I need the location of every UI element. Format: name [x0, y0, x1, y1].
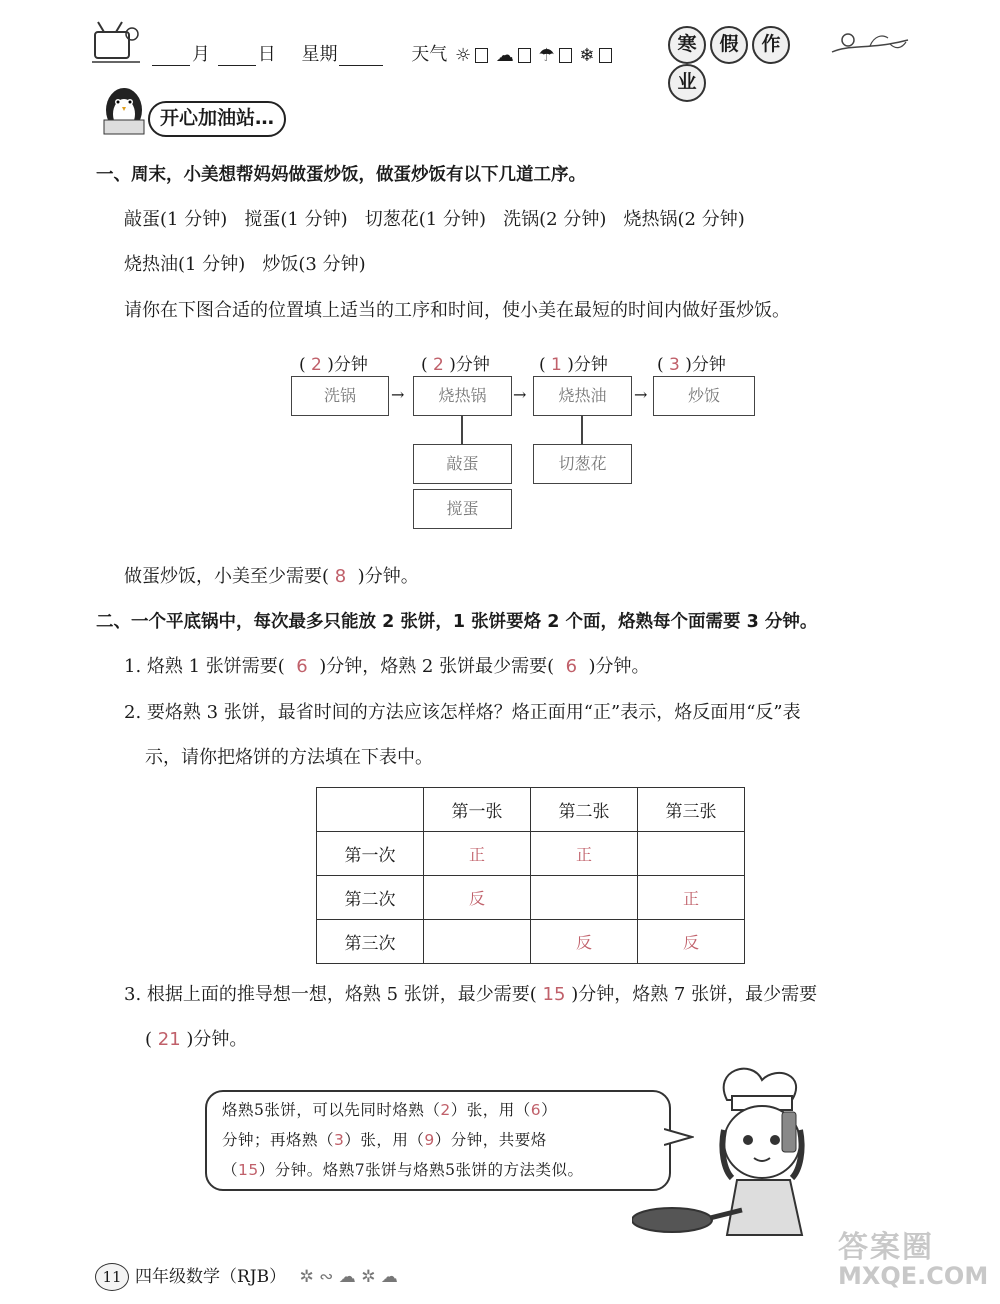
- bubble-text-part: （: [222, 1161, 239, 1179]
- badge-char: 假: [710, 26, 748, 64]
- page-number: 11: [95, 1263, 129, 1291]
- table-col-header: 第三张: [638, 788, 745, 832]
- weather-label: 天气: [411, 44, 448, 65]
- q2-s1-answer2: 6: [565, 656, 578, 677]
- q2-s3-text: (: [145, 1029, 153, 1050]
- bubble-text: [222, 1095, 662, 1185]
- q2-sub1: [124, 652, 650, 678]
- bubble-answer: 15: [238, 1161, 259, 1179]
- q2-title: 二、一个平底锅中，每次最多只能放 2 张饼，1 张饼要烙 2 个面，烙熟每个面需要 3 分钟。: [96, 612, 818, 632]
- bubble-answer: 3: [334, 1131, 345, 1149]
- table-row: [317, 832, 745, 876]
- arrow-right-icon: →: [634, 385, 648, 404]
- q2-sub2-line1: 2. 要烙熟 3 张饼，最省时间的方法应该怎样烙？烙正面用“正”表示，烙反面用“反”表: [124, 702, 801, 723]
- month-label: 月: [192, 44, 210, 65]
- watermark-url: MXQE.COM: [838, 1262, 989, 1290]
- cloudy-checkbox[interactable]: [518, 48, 531, 63]
- bubble-text-part: ）分钟，共要烙: [434, 1131, 547, 1149]
- rainy-checkbox[interactable]: [559, 48, 572, 63]
- table-cell: 反: [531, 920, 638, 964]
- book-title: 四年级数学（RJB）: [135, 1267, 287, 1287]
- bubble-line: [222, 1095, 662, 1125]
- time-label-3: ( 1 )分钟: [539, 355, 608, 375]
- table-corner-cell: [317, 788, 424, 832]
- table-col-header: 第二张: [531, 788, 638, 832]
- time-answer: 2: [311, 355, 322, 375]
- conclusion-suffix: )分钟。: [357, 566, 419, 587]
- rain-icon: ☂: [538, 44, 555, 66]
- table-cell: [531, 876, 638, 920]
- badge-char: 作: [752, 26, 790, 64]
- badge-char: 寒: [668, 26, 706, 64]
- bubble-line: [222, 1155, 662, 1185]
- flow-box-wash-pot: 洗锅: [291, 376, 389, 416]
- bubble-answer: 2: [440, 1101, 451, 1119]
- bubble-line: [222, 1125, 662, 1155]
- watermark-logo: 答案圈: [838, 1230, 934, 1265]
- connector-line: [461, 416, 463, 444]
- table-col-header: 第一张: [424, 788, 531, 832]
- q1-conclusion: [124, 562, 419, 588]
- time-answer: 2: [433, 355, 444, 375]
- total-time-answer: 8: [334, 566, 347, 587]
- table-header-row: [317, 788, 745, 832]
- q2-sub2-line2: 示，请你把烙饼的方法填在下表中。: [145, 747, 433, 768]
- unit-label: 分钟: [333, 355, 368, 375]
- q2-s1-text: )分钟。: [588, 656, 650, 677]
- unit-label: 分钟: [455, 355, 490, 375]
- chef-girl-illustration: [632, 1060, 832, 1240]
- winter-homework-badge: [668, 26, 826, 93]
- section-title: 开心加油站…: [148, 101, 286, 137]
- table-cell: 反: [638, 920, 745, 964]
- bubble-text-part: 烙熟5张饼，可以先同时烙熟（: [222, 1101, 441, 1119]
- footer: [95, 1262, 398, 1291]
- q2-sub3-line2: [145, 1025, 247, 1051]
- q2-s3-answer2: 21: [157, 1029, 181, 1050]
- flow-box-crack-egg: 敲蛋: [413, 444, 512, 484]
- table-cell: 反: [424, 876, 531, 920]
- table-cell: 正: [638, 876, 745, 920]
- table-cell: [638, 832, 745, 876]
- time-answer: 3: [669, 355, 680, 375]
- q1-instruction: 请你在下图合适的位置填上适当的工序和时间，使小美在最短的时间内做好蛋炒饭。: [124, 300, 790, 321]
- table-cell: 正: [424, 832, 531, 876]
- table-cell: 正: [531, 832, 638, 876]
- flow-box-heat-pot: 烧热锅: [413, 376, 512, 416]
- bubble-answer: 9: [424, 1131, 435, 1149]
- arrow-right-icon: →: [391, 385, 405, 404]
- q1-steps-line2: 烧热油(1 分钟) 炒饭(3 分钟): [124, 254, 366, 275]
- table-row-label: 第二次: [317, 876, 424, 920]
- time-label-1: ( 2 )分钟: [299, 355, 368, 375]
- time-answer: 1: [551, 355, 562, 375]
- penguin-mascot-icon: [96, 80, 152, 140]
- cloud-icon: ☁: [495, 44, 514, 66]
- q2-s3-text: 3. 根据上面的推导想一想，烙熟 5 张饼，最少需要(: [124, 984, 537, 1005]
- time-label-4: ( 3 )分钟: [657, 355, 726, 375]
- q2-s1-text: 1. 烙熟 1 张饼需要(: [124, 656, 285, 677]
- q2-sub3-line1: [124, 980, 817, 1006]
- bubble-text-part: ）: [541, 1101, 558, 1119]
- q2-s3-text: )分钟，烙熟 7 张饼，最少需要: [571, 984, 818, 1005]
- flow-box-beat-egg: 搅蛋: [413, 489, 512, 529]
- bubble-text-part: 分钟；再烙熟（: [222, 1131, 335, 1149]
- badge-char: 业: [668, 64, 706, 102]
- q2-s1-answer1: 6: [296, 656, 308, 677]
- connector-line: [581, 416, 583, 444]
- sun-icon: ☼: [454, 44, 472, 66]
- bubble-text-part: ）张，用（: [344, 1131, 425, 1149]
- table-row-label: 第三次: [317, 920, 424, 964]
- q1-steps-line1: 敲蛋(1 分钟) 搅蛋(1 分钟) 切葱花(1 分钟) 洗锅(2 分钟) 烧热锅(2 分钟): [124, 209, 745, 230]
- conclusion-prefix: 做蛋炒饭，小美至少需要(: [124, 566, 330, 587]
- q1-title: 一、周末，小美想帮妈妈做蛋炒饭，做蛋炒饭有以下几道工序。: [96, 165, 586, 185]
- snow-icon: ❄: [579, 44, 595, 66]
- flow-box-chop-onion: 切葱花: [533, 444, 632, 484]
- table-cell: [424, 920, 531, 964]
- bubble-answer: 6: [530, 1101, 542, 1119]
- footer-decoration-icon: ✲ ∾ ☁ ✲ ☁: [299, 1267, 398, 1287]
- time-label-2: ( 2 )分钟: [421, 355, 490, 375]
- table-row-label: 第一次: [317, 832, 424, 876]
- table-row: [317, 876, 745, 920]
- day-label: 日: [257, 44, 276, 65]
- header-tv-icon: [92, 20, 140, 64]
- weekday-label: 星期: [301, 44, 338, 65]
- bubble-text-part: ）张，用（: [450, 1101, 531, 1119]
- unit-label: 分钟: [573, 355, 608, 375]
- q2-s3-text: )分钟。: [186, 1029, 248, 1050]
- pancake-table: [316, 787, 745, 964]
- bubble-text-part: ）分钟。烙熟7张饼与烙熟5张饼的方法类似。: [258, 1161, 584, 1179]
- flow-box-fry-rice: 炒饭: [653, 376, 755, 416]
- unit-label: 分钟: [691, 355, 726, 375]
- arrow-right-icon: →: [513, 385, 527, 404]
- q2-s3-answer1: 15: [542, 984, 566, 1005]
- table-row: [317, 920, 745, 964]
- sunny-checkbox[interactable]: [475, 48, 488, 63]
- date-weather-row: [152, 40, 614, 66]
- flow-box-heat-oil: 烧热油: [533, 376, 632, 416]
- snowy-checkbox[interactable]: [599, 48, 612, 63]
- q2-s1-text: )分钟，烙熟 2 张饼最少需要(: [319, 656, 555, 677]
- floral-decoration-icon: [830, 22, 910, 62]
